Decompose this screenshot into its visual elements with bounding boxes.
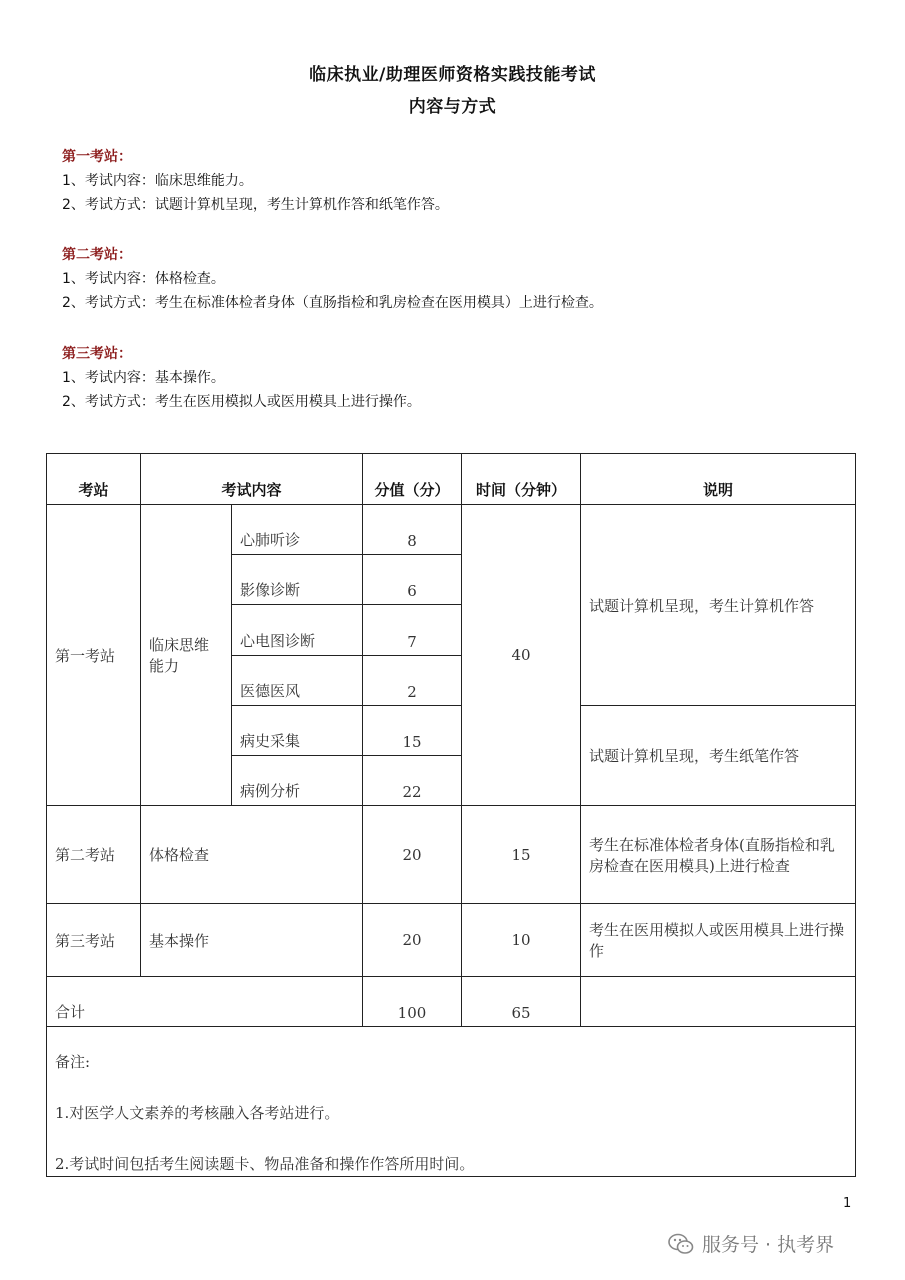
station-1-content: 1、考试内容：临床思维能力。	[62, 173, 253, 189]
remarks-cell	[47, 1027, 856, 1177]
station-1-heading: 第一考站：	[62, 149, 132, 165]
station-1-method: 2、考试方式：试题计算机呈现，考生计算机作答和纸笔作答。	[62, 197, 449, 213]
header-station: 考站	[47, 454, 141, 505]
station-3-content: 1、考试内容：基本操作。	[62, 370, 225, 386]
header-content: 考试内容	[141, 454, 363, 505]
remarks-item-2: 2.考试时间包括考生阅读题卡、物品准备和操作作答所用时间。	[55, 1155, 475, 1173]
watermark-text: 服务号 · 执考界	[702, 1234, 835, 1256]
table-row	[47, 505, 856, 555]
exam-table	[46, 453, 856, 1177]
header-time: 时间（分钟）	[462, 454, 581, 505]
item-score: 7	[363, 605, 462, 656]
station-2-heading: 第二考站：	[62, 247, 132, 263]
item-score: 6	[363, 555, 462, 605]
station-1-note-computer: 试题计算机呈现，考生计算机作答	[581, 505, 856, 706]
station-2-section	[62, 243, 603, 315]
page-number: 1	[843, 1196, 852, 1211]
station-3-section	[62, 342, 421, 414]
station-2-score: 20	[363, 806, 462, 904]
station-2-method: 2、考试方式：考生在标准体检者身体（直肠指检和乳房检查在医用模具）上进行检查。	[62, 295, 603, 311]
header-note: 说明	[581, 454, 856, 505]
total-time: 65	[462, 977, 581, 1027]
station-3-note: 考生在医用模拟人或医用模具上进行操作	[581, 904, 856, 977]
item-name: 医德医风	[232, 656, 363, 706]
doc-subtitle: 内容与方式	[408, 97, 497, 117]
item-name: 心电图诊断	[232, 605, 363, 656]
station-1-section	[62, 145, 449, 217]
station-1-time: 40	[462, 505, 581, 806]
item-name: 心肺听诊	[232, 505, 363, 555]
remarks-label: 备注:	[55, 1053, 91, 1071]
total-note-empty	[581, 977, 856, 1027]
table-header-row	[47, 454, 856, 505]
remarks-item-1: 1.对医学人文素养的考核融入各考站进行。	[55, 1104, 340, 1122]
station-3-content-cell: 基本操作	[141, 904, 363, 977]
item-score: 2	[363, 656, 462, 706]
station-3-name: 第三考站	[47, 904, 141, 977]
item-name: 病例分析	[232, 756, 363, 806]
item-name: 影像诊断	[232, 555, 363, 605]
station-2-content-cell: 体格检查	[141, 806, 363, 904]
watermark	[668, 1230, 834, 1257]
remarks-row	[47, 1027, 856, 1177]
station-1-name: 第一考站	[47, 505, 141, 806]
table-row	[47, 904, 856, 977]
station-3-time: 10	[462, 904, 581, 977]
station-2-time: 15	[462, 806, 581, 904]
item-name: 病史采集	[232, 706, 363, 756]
doc-title: 临床执业/助理医师资格实践技能考试	[309, 65, 596, 85]
station-1-category: 临床思维能力	[141, 505, 232, 806]
header-score: 分值（分）	[363, 454, 462, 505]
item-score: 8	[363, 505, 462, 555]
station-1-note-paper: 试题计算机呈现，考生纸笔作答	[581, 706, 856, 806]
wechat-icon	[668, 1233, 694, 1255]
total-label: 合计	[47, 977, 363, 1027]
station-3-method: 2、考试方式：考生在医用模拟人或医用模具上进行操作。	[62, 394, 421, 410]
table-row	[47, 806, 856, 904]
station-2-name: 第二考站	[47, 806, 141, 904]
station-3-score: 20	[363, 904, 462, 977]
total-score: 100	[363, 977, 462, 1027]
item-score: 15	[363, 706, 462, 756]
station-2-note: 考生在标准体检者身体(直肠指检和乳房检查在医用模具)上进行检查	[581, 806, 856, 904]
station-2-content: 1、考试内容：体格检查。	[62, 271, 225, 287]
item-score: 22	[363, 756, 462, 806]
total-row	[47, 977, 856, 1027]
station-3-heading: 第三考站：	[62, 346, 132, 362]
